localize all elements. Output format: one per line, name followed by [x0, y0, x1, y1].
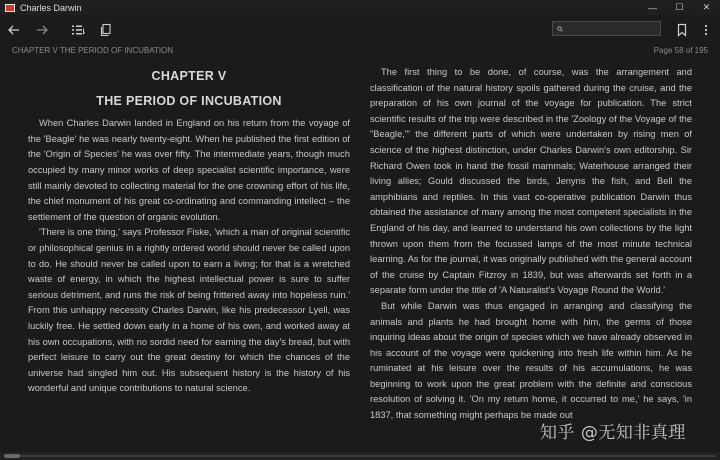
- forward-button[interactable]: [28, 15, 56, 44]
- watermark: 知乎 @无知非真理: [540, 423, 686, 443]
- section-heading: THE PERIOD OF INCUBATION: [96, 93, 282, 108]
- status-line: [0, 46, 720, 58]
- arrow-left-icon: [7, 23, 21, 37]
- current-chapter-label: CHAPTER V THE PERIOD OF INCUBATION: [12, 46, 174, 55]
- book-app-icon: [5, 4, 15, 12]
- copy-pages-icon: [99, 23, 113, 37]
- scroll-thumb[interactable]: [4, 454, 20, 458]
- title-bar: [0, 0, 720, 15]
- back-button[interactable]: [0, 15, 28, 44]
- reader-toolbar: [0, 15, 720, 44]
- close-button[interactable]: ✕: [702, 2, 711, 12]
- search-box[interactable]: [552, 21, 661, 36]
- more-vertical-icon: [699, 23, 713, 37]
- search-icon: [557, 25, 563, 33]
- paragraph: But while Darwin was thus engaged in arranging and classifying the animals and plants he had brought home with him, the germs of those inquiring ideas about the origin of species which we have already observed in his account of the voyage were quickening into fresh life within him. As he ruminated at his leisure over the results of his accumulations, he was beginning to work upon the great problem with the definite and conscious resolution of solving it. 'On my return home, it occurred to me,' he says, 'in 1837, that something might perhaps be made out: [370, 300, 692, 421]
- maximize-button[interactable]: ☐: [675, 2, 684, 12]
- left-text-column: [28, 66, 350, 397]
- chapter-heading: CHAPTER V: [151, 69, 227, 83]
- arrow-right-icon: [35, 23, 49, 37]
- minimize-button[interactable]: —: [648, 2, 657, 13]
- pages-button[interactable]: [92, 15, 120, 44]
- paragraph: 'There is one thing,' says Professor Fiske, 'which a man of original scientific or philosophical genius in a rightly ordered world should never be called upon to do. He should never be called upon to earn a living; for that is a wretched waste of energy, in which the highest intellectual power is sure to suffer serious detriment, and runs the risk of being frittered away into hopeless ruin.' From this unhappy necessity Charles Darwin, like his predecessor Lyell, was luckily free. He settled down early in a home of his own, and worked away at his own occupations, with no sordid need for earning the day's bread, but with perfect leisure to carry out the great destiny for which the chances of the universe had singled him out. His subsequent history is the history of his wonderful and unique contributions to natural science.: [28, 227, 350, 394]
- table-of-contents-icon: [71, 23, 85, 37]
- table-of-contents-button[interactable]: [64, 15, 92, 44]
- page-scrollbar[interactable]: [0, 452, 720, 460]
- bookmark-icon: [675, 23, 689, 37]
- page-indicator: Page 58 of 195: [653, 46, 708, 55]
- search-input[interactable]: [566, 23, 660, 34]
- window-controls: [639, 0, 720, 15]
- right-text-column: [370, 65, 692, 424]
- paragraph: When Charles Darwin landed in England on his return from the voyage of the 'Beagle' he was nearly twenty-eight. When he published the first edition of the 'Origin of Species' he was over fifty. The intermediate years, though much occupied by many minor works of deep specialist scientific importance, were still mainly devoted to collecting material for the one crowning effort of his life, the chief monument of his great co-ordinating and commanding intellect – the settlement of the question of organic evolution.: [28, 118, 350, 222]
- scroll-track: [4, 455, 716, 457]
- window-title: Charles Darwin: [20, 2, 82, 13]
- more-options-button[interactable]: [692, 15, 720, 44]
- paragraph: The first thing to be done, of course, was the arrangement and classification of the natural history spoils gathered during the cruise, and the preparation of his own journal of the voyage for publication. The strict scientific results of the trip were described in the 'Zoology of the Voyage of the "Beagle,"' the different parts of which were undertaken by rising men of science of the highest distinction, under Charles Darwin's own editorship. Sir Richard Owen took in hand the fossil mammals; Waterhouse arranged their living allies; Gould discussed the birds, Jenyns the fish, and Bell the amphibians and reptiles. In this vast co-operative publication Darwin thus obtained the assistance of many among the most competent specialists in the England of his day, and learned to understand his own collections by the light thrown upon them from the focussed lamps of the most minute technical learning. As for the journal, it was originally published with the general account of the cruise by Captain Fitzroy in 1839, but was afterwards set forth in a separate form under the title of 'A Naturalist's Voyage Round the World.': [370, 67, 692, 296]
